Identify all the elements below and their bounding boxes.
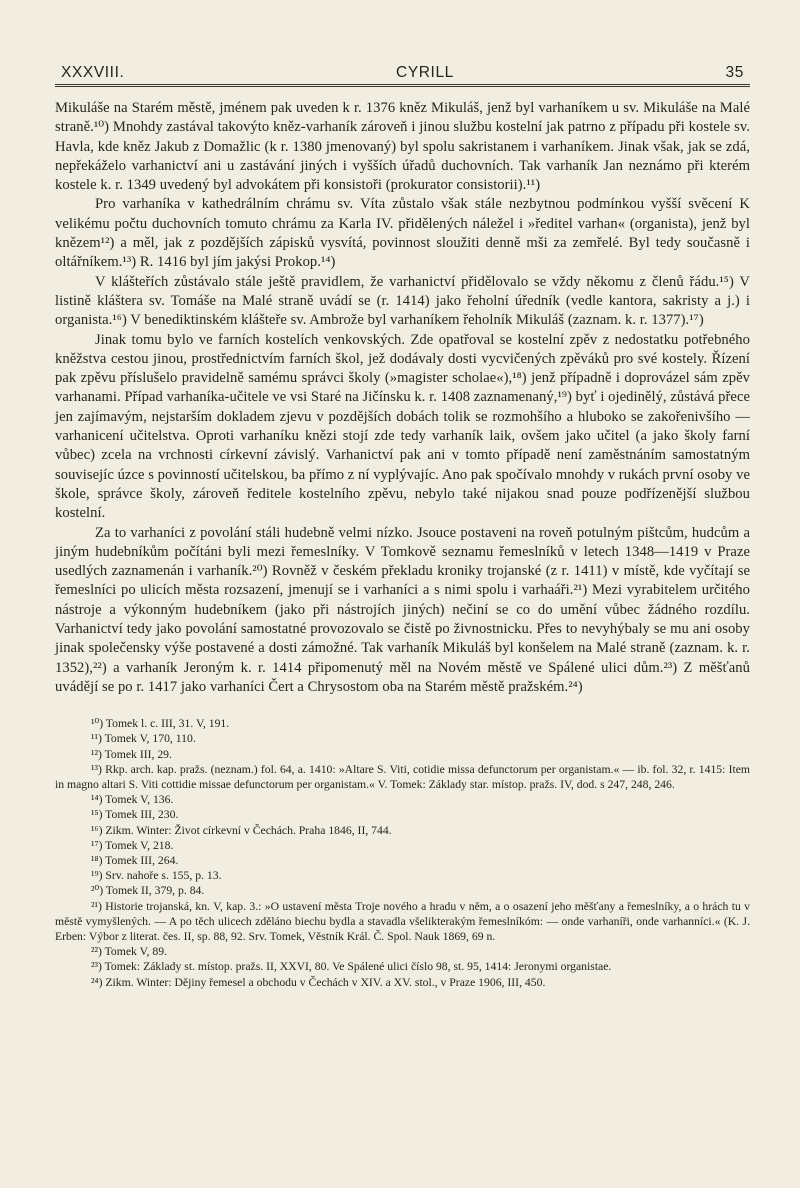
- footnote: ¹⁴) Tomek V, 136.: [91, 793, 174, 807]
- paragraph: Za to varhaníci z povolání stáli hudebně velmi nízko. Jsouce postaveni na roveň potulným pištcům, hudcům a jiným hudebníkům počítáni byli mezi řemeslníky. V Tomkově seznamu řemeslníků v letech 1348—1419 v Praze usedlých zaznamenán i varhaník.²⁰) Rovněž v českém překladu kroniky trojanské (z r. 1411) v místě, kde vyčítají se řemeslníci po ulicích města rozsazení, jmenují se i varhaníci a s nimi spolu i varhaáři.²¹) Mezi vyrabitelem určitého nástroje a výkonným hudebníkem (jako při nástrojích jiných) nečiní se co do umění vůbec žádného rozdílu. Varhanictví tedy jako povolání samostatné provozovalo se čistě po živnostnicku. Přes to nevyhýbaly se mu ani osoby jinak společensky výše postavené a dosti zámožné. Tak varhaník Mikuláš byl konšelem na Malé straně (zaznam. k. r. 1352),²²) a varhaník Jeroným k. r. 1414 připomenutý měl na Novém městě ve Spálené ulici dům.²³) Z měšťanů uvádějí se po r. 1417 jako varhaníci Čert a Chrysostom oba na Starém městě pražském.²⁴): [55, 524, 750, 695]
- header-rule: [55, 84, 750, 87]
- paragraph: Jinak tomu bylo ve farních kostelích venkovských. Zde opatřoval se kostelní zpěv z nedostatku potřebného kněžstva cestou jinou, prostřednictvím farních škol, jež dodávaly dosti vycvičených zpěváků pro své kostely. Řízení pak zpěvu příslušelo pravidelně samému správci školy (»magister scholae«),¹⁸) jenž případně i doprovázel sám zpěv varhanami. Případ varhaníka-učitele ve vsi Staré na Jičínsku k. r. 1408 zaznamenaný,¹⁹) byť i ojedinělý, zůstává přece jen zajímavým, nejstarším dokladem zjevu v pozdějších dobách tolik se rozmohšího a hluboko se zakořenivšího — varhanicení učitelstva. Oproti varhaníku knězi stojí zde tedy varhaník laik, ovšem jako učitel (a jako školy farní vůbec) zcela na vrchnosti církevní závislý. Varhanictví pak ani v tomto případě není zaměstnáním samostatným souvisejíc úzce s povinností učitelskou, ba přímo z ní vyplývajíc. Ano pak spočívalo mnohdy v rukách první osoby ve škole, správce školy, zároveň ředitele kostelního zpěvu, nebylo také nijakou snad pouze podřízenější službou kostelní.: [55, 331, 750, 522]
- footnote: ²³) Tomek: Základy st. místop. pražs. II, XXVI, 80. Ve Spálené ulici číslo 98, st. 95, 1414: Jeronymi organistae.: [91, 960, 612, 974]
- paragraph: V klášteřích zůstávalo stále ještě pravidlem, že varhanictví přidělovalo se vždy někomu z členů řádu.¹⁵) V listině kláštera sv. Tomáše na Malé straně uvádí se (r. 1414) jako řeholní úředník (vedle kantora, sakristy a j.) i organista.¹⁶) V benediktinském klášteře sv. Ambrože byl varhaníkem řeholník Mikuláš (zaznam. k. r. 1377).¹⁷): [55, 273, 750, 329]
- footnote: ¹⁹) Srv. nahoře s. 155, p. 13.: [91, 869, 222, 883]
- main-text: [55, 99, 750, 697]
- footnote: ²²) Tomek V, 89.: [91, 945, 167, 959]
- chapter-number: XXXVIII.: [61, 64, 125, 81]
- running-header: [55, 64, 750, 84]
- footnote: ¹⁸) Tomek III, 264.: [91, 854, 179, 868]
- paragraph: Pro varhaníka v kathedrálním chrámu sv. Víta zůstalo však stále nezbytnou podmínkou vyšší svěcení K velikému počtu duchovních tomuto chrámu za Karla IV. přidělených náležel i »ředitel varhan« (organista), jenž byl knězem¹²) a měl, jak z pozdějších zápisků vysvítá, povinnost sloužiti denně mši za zemřelé. Byl tedy současně i oltářníkem.¹³) R. 1416 byl jím jakýsi Prokop.¹⁴): [55, 196, 750, 271]
- footnote: ²⁰) Tomek II, 379, p. 84.: [91, 884, 205, 898]
- footnote: ¹¹) Tomek V, 170, 110.: [91, 732, 196, 746]
- footnote: ¹⁷) Tomek V, 218.: [91, 838, 174, 852]
- footnote: ¹⁵) Tomek III, 230.: [91, 808, 179, 822]
- paragraph: Mikuláše na Starém městě, jménem pak uveden k r. 1376 kněz Mikuláš, jenž byl varhaníkem u sv. Mikuláše na Malé straně.¹⁰) Mnohdy zastával takovýto kněz-varhaník zároveň i jinou službu kostelní jak patrno z případu při kostele sv. Havla, kde kněz Jakub z Domažlic (k r. 1380 jmenovaný) byl spolu sakristanem i varhaníkem. Jinak však, jak se zdá, nepřekáželo varhanictví ani u zastávání jiných i vyšších úřadů duchovních. Tak varhaník Jan neznámo při kterém kostele k. r. 1349 uvedený byl advokátem při konsistoři (prokurator consistorii).¹¹): [55, 100, 750, 194]
- footnote: ¹²) Tomek III, 29.: [91, 747, 172, 761]
- running-title: CYRILL: [396, 64, 454, 81]
- footnote: ¹³) Rkp. arch. kap. pražs. (neznam.) fol. 64, a. 1410: »Altare S. Viti, cotidie missa defunctorum per organistam.« — ib. fol. 32, r. 1415: Item in magno altari S. Viti cottidie missae defunctorum per organistam.« V. Tomek: Základy star. místop. pražs. IV, dod. s 247, 248, 246.: [55, 762, 750, 792]
- page-number: 35: [725, 64, 744, 81]
- footnotes: [55, 716, 750, 990]
- footnote: ¹⁰) Tomek l. c. III, 31. V, 191.: [91, 717, 230, 731]
- footnote: ²¹) Historie trojanská, kn. V, kap. 3.: »O ustavení města Troje nového a hradu v něm, a o osazení jeho měšťany a řemeslníky, a o hrách tu v městě vymyšlených. — A po těch ulicech zděláno biechu bydla a stavadla všelikterakým řemeslníkóm: — onde varhaníři, onde varhanníci.« (K. J. Erben: Výbor z literat. čes. II, sp. 88, 92. Srv. Tomek, Věstník Král. Č. Spol. Nauk 1869, 69 n.: [55, 899, 750, 944]
- footnote: ¹⁶) Zikm. Winter: Život církevní v Čechách. Praha 1846, II, 744.: [91, 823, 392, 837]
- footnote: ²⁴) Zikm. Winter: Dějiny řemesel a obchodu v Čechách v XIV. a XV. stol., v Praze 1906, III, 450.: [91, 975, 546, 989]
